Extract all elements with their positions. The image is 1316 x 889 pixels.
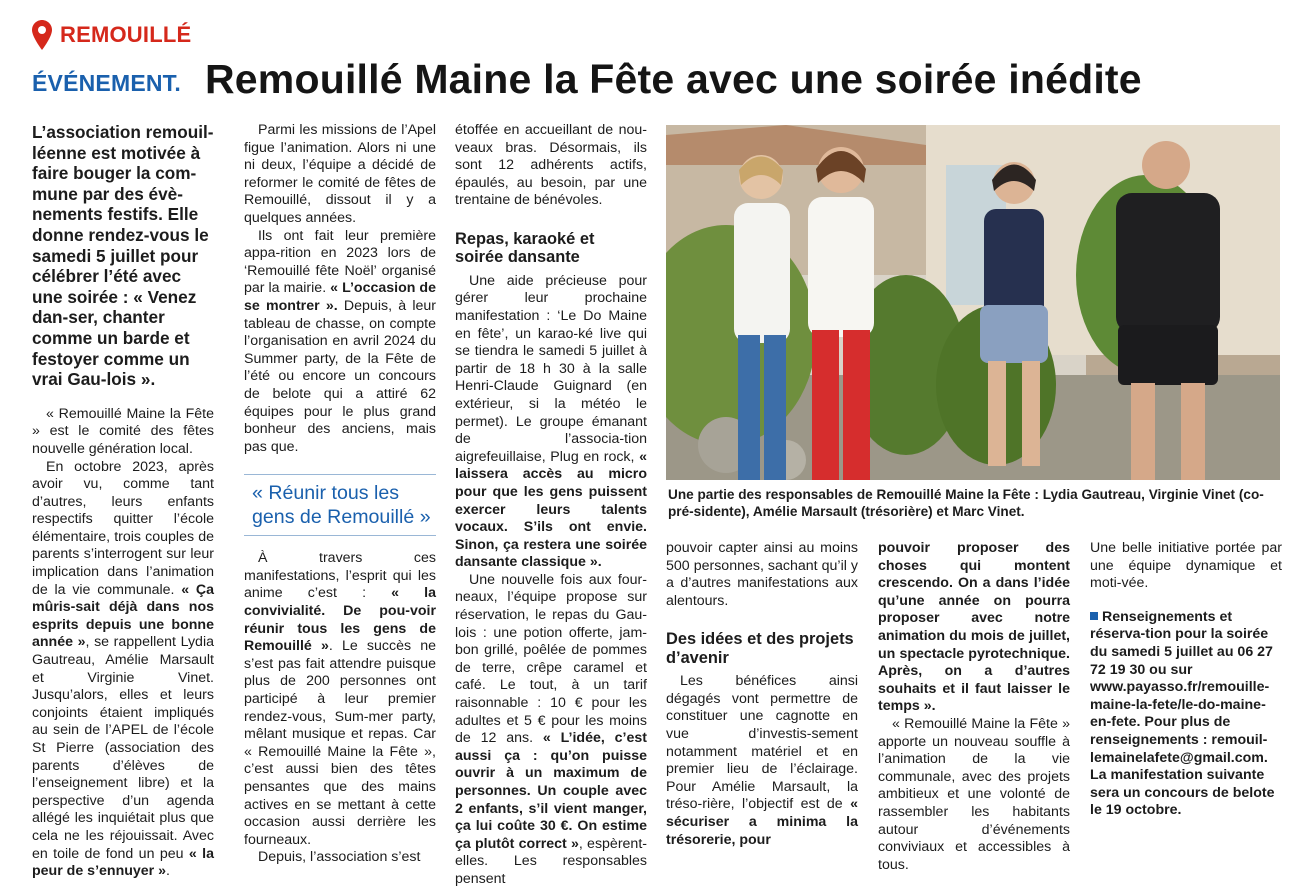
paragraph: pouvoir proposer des choses qui montent crescendo. On a dans l’idée qu’une année on pourra proposer avec notre animation du mois de juillet, un spectacle pyrotechnique. Après, on a d’autres souhaits et il faut laisser le temps ».: [878, 540, 1070, 715]
bullet-square-icon: [1090, 612, 1098, 620]
subheading: Repas, karaoké et soirée dansante: [455, 229, 595, 267]
article-photo: [666, 125, 1280, 480]
paragraph: Une nouvelle fois aux four-neaux, l’équipe propose sur réservation, le repas du Gau-lois : une potion offerte, jam-bon grillé, poêlée de pommes de terre, crêpe caramel et café. Le tout, à un tarif raisonnable : 10 € pour les adultes et 5 € pour les moins de 12 ans. « L’idée, c’est aussi ça : qu’on puisse ouvrir à un maximum de personnes. Un couple avec 2 enfants, s’il vient manger, ça lui coûte 30 €. On estime ça plutôt correct », espèrent-elles. Les responsables pensent: [455, 571, 647, 887]
rubric-label: ÉVÉNEMENT.: [32, 70, 181, 96]
paragraph: Ils ont fait leur première appa-rition en 2023 lors de ‘Remouillé fête Noël’ organisé par la mairie. « L’occasion de se montrer ». Depuis, à leur tableau de chasse, on compte l’organisation en avril 2024 du Summer party, de la Fête de l’été ou encore un concours de belote qui a attiré 62 équipes pour le plus grand bonheur des anciens, mais pas que.: [244, 227, 436, 455]
info-box: [1090, 609, 1282, 820]
paragraph: pouvoir capter ainsi au moins 500 personnes, sachant qu’il y a d’autres manifestations aux alentours.: [666, 540, 858, 609]
paragraph: étoffée en accueillant de nou-veaux bras. Désormais, ils sont 12 adhérents actifs, épaulés, au besoin, par une trentaine de bénévoles.: [455, 122, 647, 209]
paragraph: Les bénéfices ainsi dégagés vont permettre de constituer une cagnotte en vue d’investis-sement notamment matériel et en premier lieu de l’éclairage. Pour Amélie Marsault, la tréso-rière, l’objectif est de « sécuriser a minima la trésorerie, pour: [666, 673, 858, 848]
paragraph: « Remouillé Maine la Fête » apporte un nouveau souffle à l’animation de la vie communale, avec des projets ambitieux et une volonté de rassembler les habitants autour d’événements conviviaux et accessibles à tous.: [878, 715, 1070, 873]
paragraph: À travers ces manifestations, l’esprit qui les anime c’est : « la convivialité. De pou-voir réunir tous les gens de Remouillé ». Le succès ne s’est pas fait attendre puisque plus de 200 personnes ont participé à leur premier rendez-vous, Sum-mer party, mêlant musique et repas. Car « Remouillé Maine la Fête », c’est aussi bien des têtes pensantes que des mains actives en se mettant à cette occasion aussi derrière les fourneaux.: [244, 550, 437, 848]
photo-illustration: [666, 125, 1280, 480]
paragraph: En octobre 2023, après avoir vu, comme tant d’autres, leurs enfants respectifs quitter l’école élémentaire, trois couples de parents s’interrogent sur leur implication dans l’animation de la vie communale. « Ça mûris-sait déjà dans nos esprits depuis une bonne année », se rappellent Lydia Gautreau, Amélie Marsault et Virginie Vinet. Jusqu’alors, elles et leurs conjoints étaient impliqués au sein de l’APEL de l’école St Pierre (association des parents d’élèves de l’enseignement libre) et la perspective d’un agenda allégé les inquiétait plus que cela ne les réjouissait. Avec en toile de fond un peu « la peur de s’ennuyer ».: [32, 458, 215, 880]
column-4: [666, 540, 858, 849]
pull-quote: « Réunir tous les gens de Remouillé »: [244, 474, 436, 536]
paragraph: Depuis, l’association s’est: [258, 849, 421, 866]
info-text: Renseignements et réserva-tion pour la soirée du samedi 5 juillet au 06 27 72 19 30 ou sur www.payasso.fr/remouille-maine-la-fete/le-do-maine-en-fete. Pour plus de renseignements : remouil-lemainelafete@gmail.com.: [1090, 608, 1273, 766]
column-2: [244, 122, 436, 867]
map-pin-icon: [32, 20, 52, 50]
column-5: [878, 540, 1070, 874]
subheading: Des idées et des projets d’avenir: [666, 630, 854, 667]
column-6: [1090, 540, 1282, 820]
paragraph: Parmi les missions de l’Apel figue l’animation. Alors ni une ni deux, l’équipe a décidé de reformer le comité de fêtes de Remouillé, dissout il y a quelques années.: [244, 122, 436, 226]
location-label: REMOUILLÉ: [60, 22, 192, 47]
paragraph: « Remouillé Maine la Fête » est le comité des fêtes nouvelle génération local.: [32, 405, 214, 457]
article-lead: L’association remouil-léenne est motivée à faire bouger la com-mune par des évè-nements festifs. Elle donne rendez-vous le samedi 5 juillet pour célébrer l’été avec une soirée : « Venez dan-ser, chanter comme un barde et festoyer comme un vrai Gau-lois ».: [32, 122, 214, 390]
info-text: La manifestation suivante sera un concours de belote le 19 octobre.: [1090, 767, 1275, 819]
photo-caption: Une partie des responsables de Remouillé Maine la Fête : Lydia Gautreau, Virginie Vinet (co-pré-sidente), Amélie Marsault (trésorière) et Marc Vinet.: [668, 487, 1264, 520]
article-headline: Remouillé Maine la Fête avec une soirée inédite: [205, 56, 1142, 102]
column-1: [32, 122, 214, 881]
paragraph: Une aide précieuse pour gérer leur prochaine manifestation : ‘Le Do Maine en fête’, un karao-ké live qui se tiendra le samedi 5 juillet à partir de 18 h 30 à la salle Henri-Claude Guignard (en extérieur, si la météo le permet). Le groupe émanant de l’associa-tion aigrefeuillaise, Plug en rock, « laissera accès au micro pour que les gens puissent exercer leurs talents vocaux. S’ils ont envie. Sinon, ça restera une soirée dansante classique ».: [455, 272, 647, 571]
location-tag: [32, 18, 191, 52]
paragraph: Une belle initiative portée par une équipe dynamique et moti-vée.: [1090, 540, 1282, 592]
column-3: [455, 122, 647, 889]
